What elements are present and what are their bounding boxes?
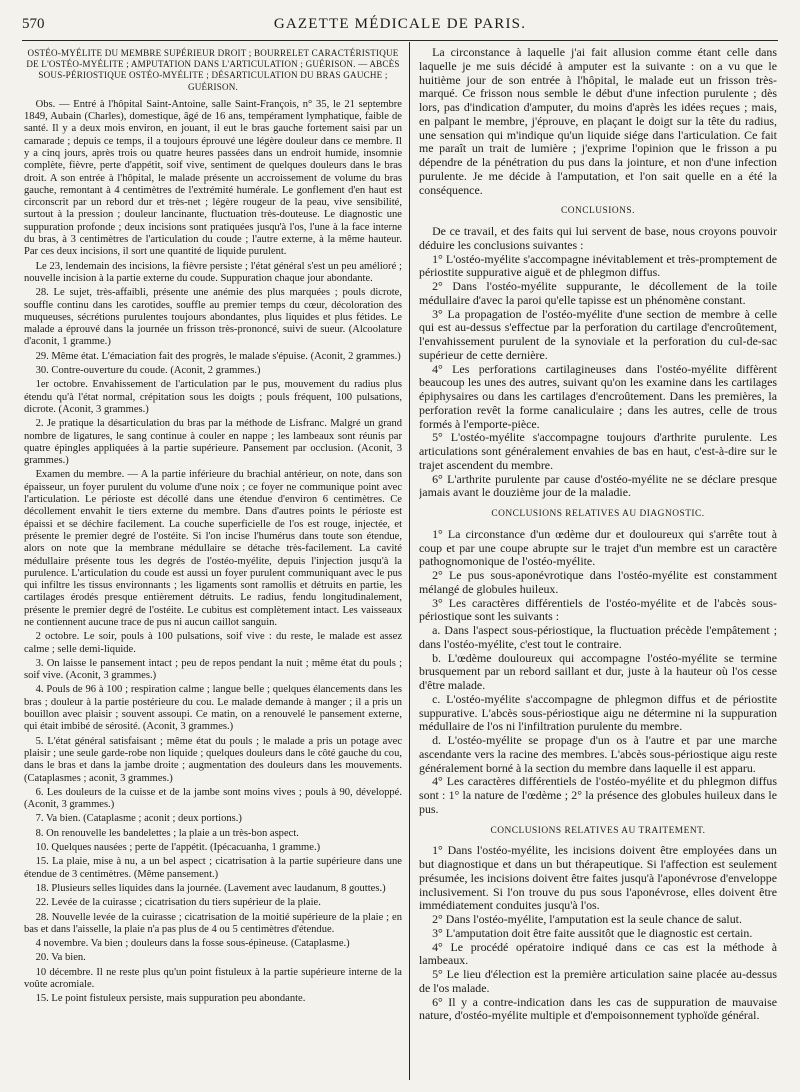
conclusion-paragraph: De ce travail, et des faits qui lui servent de base, nous croyons pouvoir déduire les conclusions suivantes : [419, 224, 777, 252]
conclusion-paragraph: 2° Dans l'ostéo-myélite suppurante, le décollement de la toile médullaire d'avec la paroi qu'elle tapisse est un phénomène constant. [419, 279, 777, 307]
conclusion-paragraph: 3° Les caractères différentiels de l'ostéo-myélite et de l'abcès sous-périostique sont les suivants : [419, 595, 777, 624]
case-paragraph: 7. Va bien. (Cataplasme ; aconit ; deux portions.) [35, 813, 242, 825]
conclusions [419, 205, 777, 1023]
case-paragraph: Examen du membre. — A la partie inférieure du brachial antérieur, on note, dans son épaisseur, un foyer purulent du volume d'une noix ; ce foyer ne communique point avec l'articulation. Le périoste est décollé dans une étendue d'environ 6 centimètres. Ce décollement envahit le tiers externe du membre. Dans d'autres points le périoste est épaissi et se déchire facilement. La couche superficielle de l'os est rouge, injectée, et présente le premier degré de l'ostéite. Si l'on incise l'humérus dans toute son étendue, alors on note que la membrane médullaire se détache très-facilement. La cavité médullaire présente tous les degrés de l'ostéo-myélite, depuis l'injection jusqu'à la purulence. L'articulation du coude est aussi un foyer purulent communiquant avec le pus qui infiltre les tissus environnants ; les ligaments sont ramollis et détruits en partie, les cartilages érodés presque entièrement détruits. Le radius, fendu longitudinalement, présente le premier degré de l'ostéite. Le cubitus est complètement intact. Les vaisseaux ne contiennent aucune trace de pus ni aucun caillot sanguin. [24, 469, 402, 628]
right-column [419, 46, 777, 1080]
conclusion-paragraph: 1° L'ostéo-myélite s'accompagne inévitablement et très-promptement de périostite suppurative aiguë et de phlegmon diffus. [419, 251, 777, 280]
page-number: 570 [22, 16, 45, 32]
section-heading: CONCLUSIONS RELATIVES AU TRAITEMENT. [490, 825, 706, 836]
case-paragraph: 29. Même état. L'émaciation fait des progrès, le malade s'épuise. (Aconit, 2 grammes.) [35, 350, 401, 362]
case-paragraph: 28. Le sujet, très-affaibli, présente une anémie des plus marquées ; pouls dicrote, souffle continu dans les carotides, souffle au premier temps du cœur, décoloration des muqueuses, sécrétions purulentes toujours abondantes, plus liquides et plus fétides. Le malade a éprouvé dans la journée un frisson très-prononcé, suivi de sueur. (Alcoolature d'aconit, 1 gramme.) [24, 287, 402, 348]
case-paragraph: 10. Quelques nausées ; perte de l'appétit. (Ipécacuanha, 1 gramme.) [35, 842, 321, 854]
conclusion-paragraph: a. Dans l'aspect sous-périostique, la fluctuation précède l'empâtement ; dans l'ostéo-myélite, c'est tout le contraire. [419, 623, 777, 651]
case-paragraph: 18. Plusieurs selles liquides dans la journée. (Lavement avec laudanum, 8 gouttes.) [35, 882, 386, 894]
case-paragraph: 20. Va bien. [35, 952, 86, 964]
conclusion-paragraph: c. L'ostéo-myélite s'accompagne de phlegmon diffus et de périostite suppurative. L'abcès sous-périostique aigu ne détermine ni la suppuration médullaire de l'os ni l'infiltration purulente du membre. [419, 691, 777, 734]
conclusion-paragraph: 4° Les perforations cartilagineuses dans l'ostéo-myélite diffèrent beaucoup les unes des autres, suivant qu'on les examine dans les cartilages épiphysaires ou dans les cartilages d'encroûtement. Dans les premières, la perforation revêt la forme canaliculaire ; dans les autres, celle de trous formés à l'emporte-pièce. [419, 361, 777, 431]
case-paragraph: 22. Levée de la cuirasse ; cicatrisation du tiers supérieur de la plaie. [35, 897, 321, 909]
case-paragraph: 1er octobre. Envahissement de l'articulation par le pus, mouvement du radius plus étendu qu'à l'état normal, crépitation sous les doigts ; pouls fréquent, 100 pulsations, dicrote. (Aconit, 3 grammes.) [24, 379, 402, 415]
case-paragraph: 5. L'état général satisfaisant ; même état du pouls ; le malade a pris un potage avec plaisir ; une seule garde-robe non liquide ; quelques douleurs dans le côté gauche du cou, dans le bras et dans la jambe droite ; augmentation des douleurs dans les mouvements. (Cataplasmes ; aconit, 3 grammes.) [24, 735, 402, 784]
case-paragraph: 15. Le point fistuleux persiste, mais suppuration peu abondante. [35, 993, 306, 1005]
conclusion-paragraph: 5° L'ostéo-myélite s'accompagne toujours d'arthrite purulente. Les articulations sont généralement envahies de bas en haut, c'est-à-dire sur le trajet ascendent du membre. [419, 430, 777, 472]
section-heading: CONCLUSIONS RELATIVES AU DIAGNOSTIC. [491, 509, 705, 519]
case-paragraph: 30. Contre-ouverture du coude. (Aconit, 2 grammes.) [35, 365, 261, 377]
conclusion-paragraph: 2° Le pus sous-aponévrotique dans l'ostéo-myélite est constamment mélangé de globules huileux. [419, 568, 777, 596]
conclusion-paragraph: 2° Dans l'ostéo-myélite, l'amputation est la seule chance de salut. [432, 912, 742, 926]
conclusion-paragraph: d. L'ostéo-myélite se propage d'un os à l'autre et par une marche ascendante vers la racine des membres. L'abcès sous-périostique aigu reste généralement borné à la section du membre dans laquelle il est apparu. [419, 733, 777, 775]
case-paragraph: 28. Nouvelle levée de la cuirasse ; cicatrisation de la moitié supérieure de la plaie ; en bas et dans l'aisselle, la plaie n'a pas plus de 4 ou 5 centimètres d'étendue. [24, 911, 402, 935]
case-paragraph: 2 octobre. Le soir, pouls à 100 pulsations, soif vive : du reste, le malade est assez calme ; selle demi-liquide. [24, 631, 402, 655]
left-column [24, 46, 402, 1080]
case-paragraph: Le 23, lendemain des incisions, la fièvre persiste ; l'état général s'est un peu amélioré ; nouvelle incision à la partie externe du coude. Suppuration chaque jour abondante. [24, 260, 402, 284]
case-report [24, 99, 402, 1006]
conclusion-paragraph: 1° La circonstance d'un œdème dur et douloureux qui s'arrête tout à coup et par une coupe abrupte sur le trajet d'un membre est un caractère pathognomonique de l'ostéo-myélite. [419, 526, 777, 569]
case-paragraph: 2. Je pratique la désarticulation du bras par la méthode de Lisfranc. Malgré un grand nombre de ligatures, le sang continue à couler en nappe ; les lambeaux sont réunis par quatre épingles appliquées à la partie supérieure. Pansement par occlusion. (Aconit, 3 grammes.) [24, 418, 402, 467]
case-heading: OSTÉO-MYÉLITE DU MEMBRE SUPÉRIEUR DROIT ; BOURRELET CARACTÉRISTIQUE DE L'OSTÉO-MYÉLITE ; AMPUTATION DANS L'ARTICULATION ; GUÉRISON. — ABCÈS SOUS-PÉRIOSTIQUE OSTÉO-MYÉLITE ; DÉSARTICULATION DU BRAS GAUCHE ; GUÉRISON. [26, 48, 400, 92]
conclusion-paragraph: 6° Il y a contre-indication dans les cas de suppuration de mauvaise nature, d'ostéo-myélite multiple et d'empoisonnement typhoïde général. [419, 994, 777, 1023]
case-paragraph: 15. La plaie, mise à nu, a un bel aspect ; cicatrisation à la partie supérieure dans une étendue de 3 centimètres. (Même pansement.) [24, 856, 402, 880]
case-paragraph: 3. On laisse le pansement intact ; peu de repos pendant la nuit ; même état du pouls ; soif vive. (Aconit, 3 grammes.) [24, 657, 402, 682]
intro-paragraph: La circonstance à laquelle j'ai fait allusion comme étant celle dans laquelle je me suis décidé à amputer est la suivante : on a vu que le huitième jour de son entrée à l'hôpital, le malade eut un frisson très-marqué. Ce frisson nous semble le début d'une infection purulente ; dès lors, pas d'indication d'amputer, du moins d'après les idées reçues ; mais, en palpant le membre, j'éprouve, en plaçant le doigt sur la tête du radius, une sensation qui m'indique qu'un liquide siége dans l'articulation. Ce fait me paraît un trait de lumière ; j'exprime l'opinion que le frisson a pu dépendre de la pénétration du pus dans la jointure, et non d'une infection purulente. Je me décide à l'amputation, et l'on sait quelle en a été la conséquence. [419, 46, 777, 197]
conclusion-paragraph: 5° Le lieu d'élection est la première articulation saine placée au-dessus de l'os malade. [419, 967, 777, 995]
conclusion-paragraph: 3° La propagation de l'ostéo-myélite d'une section de membre à celle qui est au-dessus s'effectue par la perforation du cartilage d'encroûtement, l'envahissement purulent de la synoviale et la perforation du cul-de-sac supérieur de cette dernière. [419, 306, 777, 362]
case-paragraph: 10 décembre. Il ne reste plus qu'un point fistuleux à la partie supérieure interne de la voûte acromiale. [24, 966, 402, 990]
conclusion-paragraph: 4° Le procédé opératoire indiqué dans ce cas est la méthode à lambeaux. [419, 939, 777, 968]
conclusion-paragraph: 3° L'amputation doit être faite aussitôt que le diagnostic est certain. [432, 925, 753, 940]
case-paragraph: 6. Les douleurs de la cuisse et de la jambe sont moins vives ; pouls à 90, développé. (Aconit, 3 grammes.) [24, 786, 402, 811]
conclusion-paragraph: 1° Dans l'ostéo-myélite, les incisions doivent être employées dans un but diagnostique et dans un but thérapeutique. Si l'affection est seulement présumée, les incisions doivent être faites jusqu'à l'aponévrose d'enveloppe inclusivement. Si l'on trouve du pus sous l'aponévrose, elles doivent être immédiatement conduites jusqu'à l'os. [419, 843, 777, 913]
conclusion-paragraph: 6° L'arthrite purulente par cause d'ostéo-myélite ne se déclare presque jamais avant le douzième jour de la maladie. [419, 471, 777, 500]
section-heading: CONCLUSIONS. [561, 206, 635, 217]
case-paragraph: 8. On renouvelle les bandelettes ; la plaie a un très-bon aspect. [35, 827, 299, 839]
conclusion-paragraph: b. L'œdème douloureux qui accompagne l'ostéo-myélite se termine brusquement par un rebord saillant et dur, juste à la hauteur où l'os cesse d'être malade. [419, 650, 777, 692]
column-divider [409, 42, 410, 1080]
conclusion-paragraph: 4° Les caractères différentiels de l'ostéo-myélite et du phlegmon diffus sont : 1° la nature de l'œdème ; 2° la présence des globules huileux dans le pus. [419, 774, 777, 816]
page-header [22, 14, 778, 41]
case-paragraph: 4. Pouls de 96 à 100 ; respiration calme ; langue belle ; quelques élancements dans les bras ; douleur à la partie postérieure du cou. Le malade demande à manger ; il a pris un bouillon avec plaisir ; souvent assoupi. Ce matin, on a renouvelé le pansement externe, qui était imbibé de sérosité. (Aconit, 3 grammes.) [24, 684, 402, 733]
case-paragraph: Obs. — Entré à l'hôpital Saint-Antoine, salle Saint-François, n° 35, le 21 septembre 1849, Aubain (Charles), domestique, âgé de 16 ans, tempérament lymphatique, faible de santé. Il y a deux mois environ, en jouant, il eut le bras gauche fortement saisi par un camarade ; depuis ce temps, il a toujours éprouvé une légère douleur dans ce membre. Il y a cinq jours, après trois ou quatre heures passées dans un endroit humide, insomnie complète, fièvre, perte d'appétit, soif vive, sentiment de quelques douleurs dans le bras droit. A son entrée à l'hôpital, le malade présente un accroissement de volume du bras gauche, remontant à 4 centimètres de l'extrémité humérale. Le gonflement d'en haut est circonscrit par un rebord dur et très-net ; légère rougeur de la peau, vive sensibilité, surtout à la pression ; douleur lancinante, fluctuation très-douteuse. Le diagnostic une suppuration profonde ; deux incisions sont pratiquées jusqu'à l'os, l'une à la face interne du bras, à 3 centimètres de l'articulation du coude ; l'autre externe, à la même hauteur. Par ces deux incisions, il sort une quantité de liquide purulent. [24, 98, 402, 258]
case-paragraph: 4 novembre. Va bien ; douleurs dans la fosse sous-épineuse. (Cataplasme.) [35, 938, 350, 950]
journal-title: GAZETTE MÉDICALE DE PARIS. [273, 16, 527, 32]
